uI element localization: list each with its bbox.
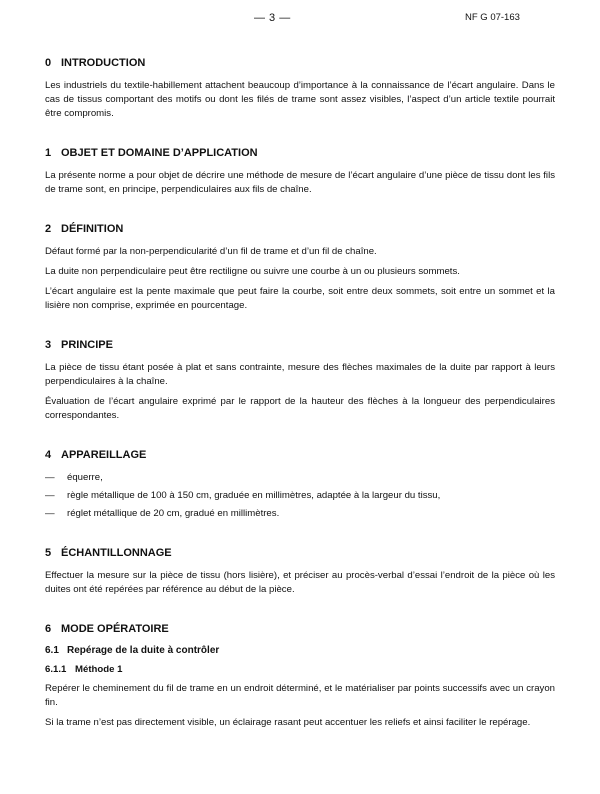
subsection-number: 6.1 bbox=[45, 645, 59, 656]
paragraph: Repérer le cheminement du fil de trame en un endroit déterminé, et le matérialiser par points successifs avec un crayon fin. bbox=[45, 683, 555, 708]
section-heading bbox=[45, 223, 555, 235]
document-reference: NF G 07-163 bbox=[465, 12, 520, 23]
section-heading bbox=[45, 57, 555, 69]
equipment-list bbox=[45, 471, 555, 521]
section-title: MODE OPÉRATOIRE bbox=[61, 623, 169, 635]
list-item-text: réglet métallique de 20 cm, gradué en millimètres. bbox=[67, 508, 280, 519]
section-title: PRINCIPE bbox=[61, 339, 113, 351]
section-number: 3 bbox=[45, 339, 52, 351]
paragraph: Effectuer la mesure sur la pièce de tissu (hors lisière), et préciser au procès-verbal d’essai l’endroit de la pièce où les duites ont été repérées par référence au début de la pièce. bbox=[45, 570, 555, 595]
section-title: ÉCHANTILLONNAGE bbox=[61, 547, 172, 559]
section-number: 4 bbox=[45, 449, 52, 461]
list-marker: — bbox=[45, 472, 55, 483]
section-heading bbox=[45, 147, 555, 159]
subsubsection-number: 6.1.1 bbox=[45, 664, 67, 675]
section-objet bbox=[45, 147, 555, 197]
section-number: 5 bbox=[45, 547, 52, 559]
subsection-heading bbox=[45, 645, 555, 656]
section-number: 0 bbox=[45, 57, 52, 69]
page-number: — 3 — bbox=[254, 12, 291, 24]
section-heading bbox=[45, 623, 555, 635]
paragraph: La pièce de tissu étant posée à plat et sans contrainte, mesure des flèches maximales de la duite par rapport à leurs perpendiculaires à la chaîne. bbox=[45, 362, 555, 387]
list-item bbox=[45, 489, 555, 503]
paragraph: La duite non perpendiculaire peut être rectiligne ou suivre une courbe à un ou plusieurs sommets. bbox=[45, 266, 460, 277]
list-marker: — bbox=[45, 508, 55, 519]
paragraph: Si la trame n’est pas directement visible, un éclairage rasant peut accentuer les reliefs et ainsi faciliter le repérage. bbox=[45, 717, 531, 728]
paragraph: L’écart angulaire est la pente maximale que peut faire la courbe, soit entre deux sommets, soit entre un sommet et la lisière non comprise, exprimée en pourcentage. bbox=[45, 286, 555, 311]
paragraph: Défaut formé par la non-perpendicularité d’un fil de trame et d’un fil de chaîne. bbox=[45, 246, 377, 257]
section-definition bbox=[45, 223, 555, 313]
paragraph: La présente norme a pour objet de décrire une méthode de mesure de l’écart angulaire d’une pièce de tissu dont les fils de trame sont, en principe, perpendiculaires aux fils de chaîne. bbox=[45, 170, 555, 195]
list-marker: — bbox=[45, 490, 55, 501]
section-heading bbox=[45, 449, 555, 461]
list-item bbox=[45, 507, 555, 521]
paragraph: Les industriels du textile-habillement attachent beaucoup d’importance à la connaissance de l’écart angulaire. Dans le cas de tissus comportant des motifs ou dont les filés de trame sont assez visibles, l’aspect d’un article textile pourrait être compromis. bbox=[45, 80, 555, 119]
list-item-text: équerre, bbox=[67, 472, 103, 483]
list-item-text: règle métallique de 100 à 150 cm, graduée en millimètres, adaptée à la largeur du tissu, bbox=[67, 490, 441, 501]
section-title: DÉFINITION bbox=[61, 223, 124, 235]
paragraph: Évaluation de l’écart angulaire exprimé par le rapport de la hauteur des flèches à la longueur des perpendiculaires correspondantes. bbox=[45, 396, 555, 421]
section-introduction bbox=[45, 57, 555, 121]
subsubsection-title: Méthode 1 bbox=[75, 664, 123, 675]
section-heading bbox=[45, 339, 555, 351]
list-item bbox=[45, 471, 555, 485]
section-mode-operatoire bbox=[45, 623, 555, 730]
subsection-title: Repérage de la duite à contrôler bbox=[67, 645, 220, 656]
section-number: 6 bbox=[45, 623, 52, 635]
document-body bbox=[45, 57, 555, 736]
section-title: APPAREILLAGE bbox=[61, 449, 147, 461]
section-echantillonnage bbox=[45, 547, 555, 597]
section-title: OBJET ET DOMAINE D’APPLICATION bbox=[61, 147, 258, 159]
page-header bbox=[0, 12, 600, 28]
subsubsection-heading bbox=[45, 664, 555, 675]
section-principe bbox=[45, 339, 555, 423]
section-number: 2 bbox=[45, 223, 52, 235]
section-number: 1 bbox=[45, 147, 52, 159]
section-title: INTRODUCTION bbox=[61, 57, 146, 69]
section-heading bbox=[45, 547, 555, 559]
section-appareillage bbox=[45, 449, 555, 521]
